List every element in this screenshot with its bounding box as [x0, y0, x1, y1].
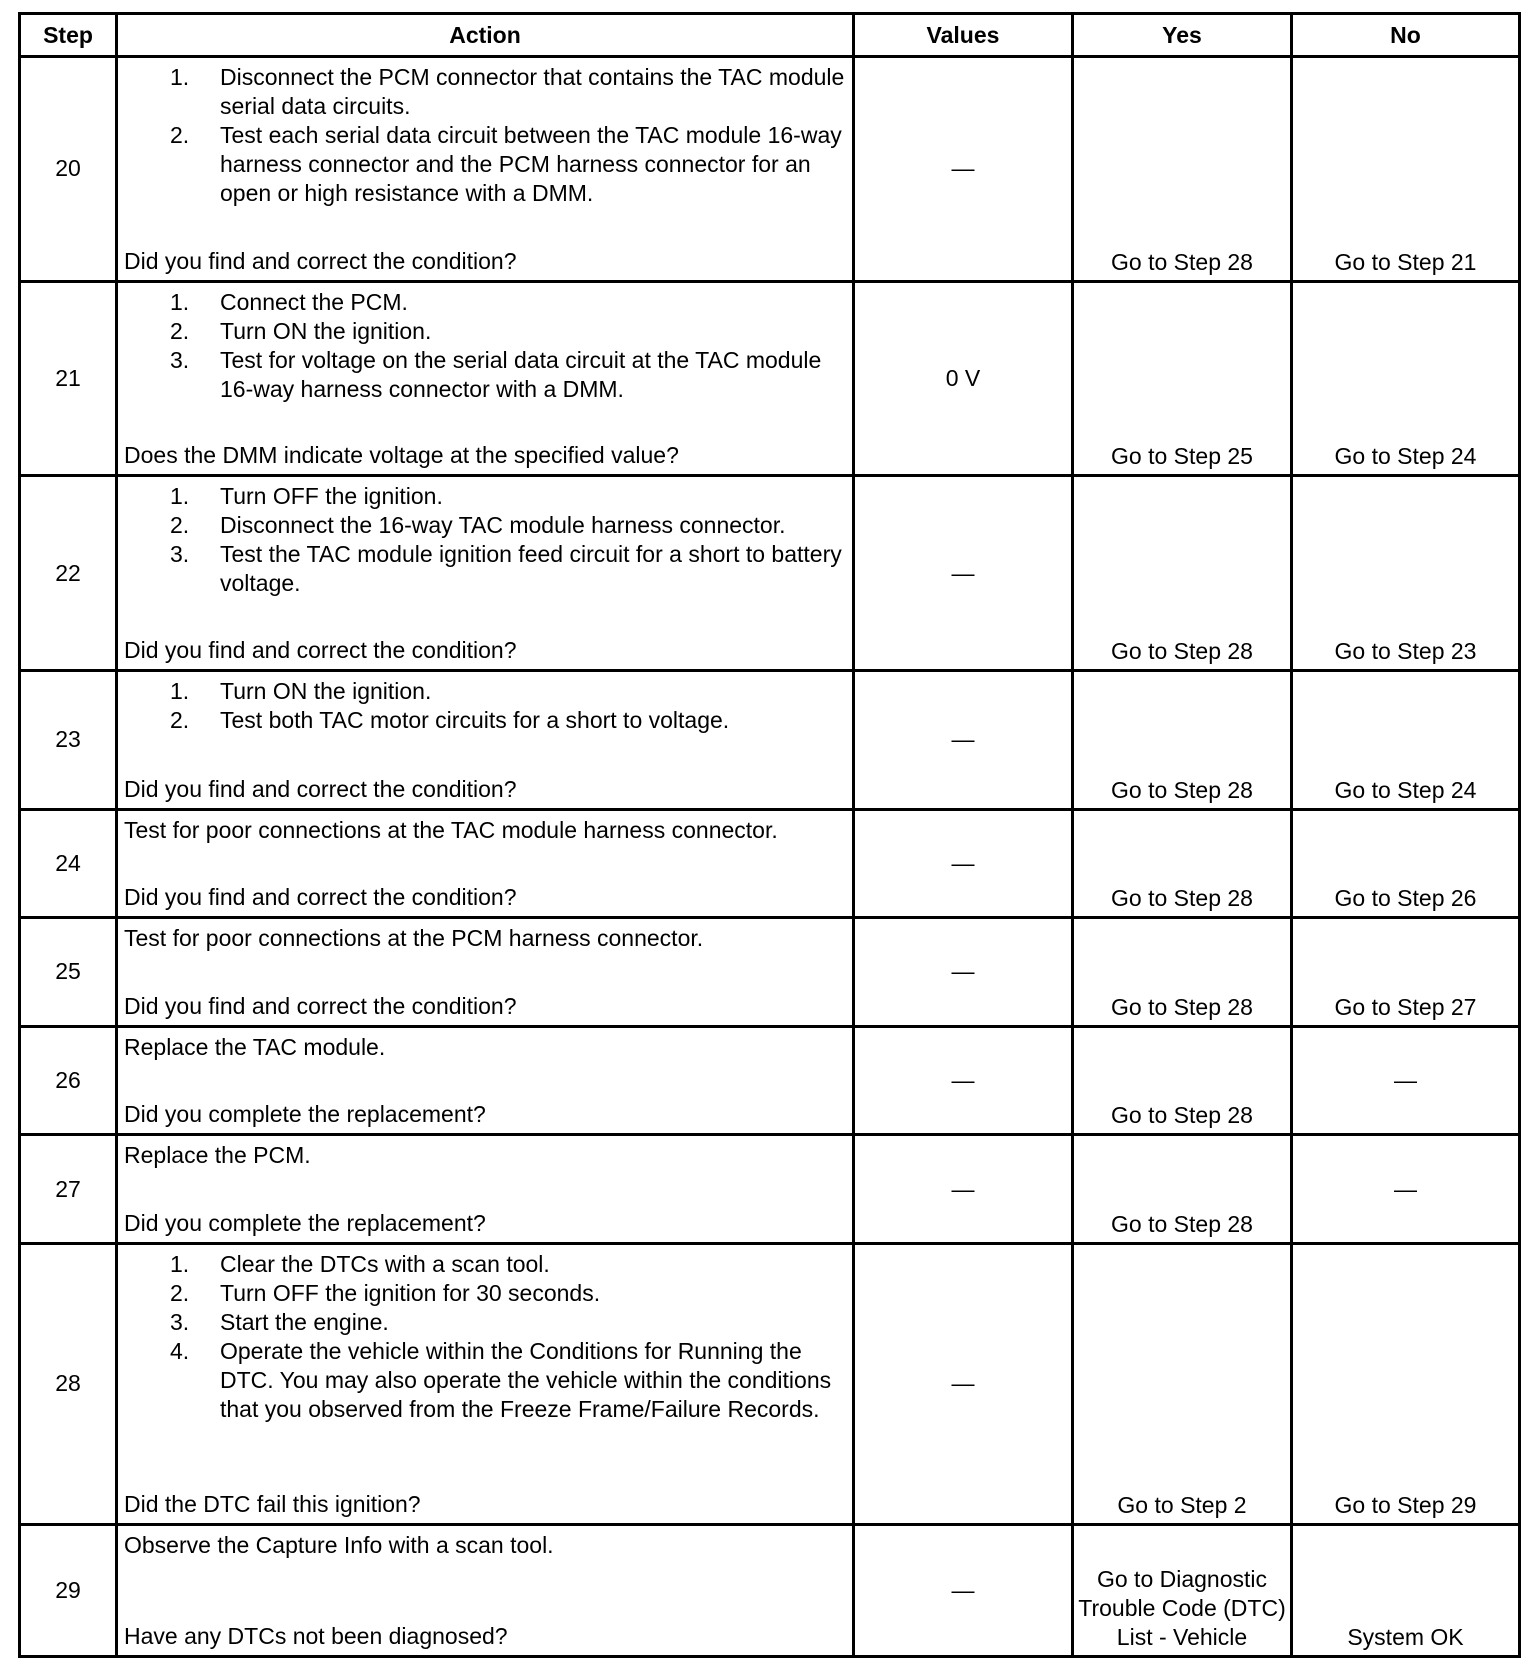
instruction-text: Test for voltage on the serial data circuit at the TAC module 16-way harness connector with a DMM.: [220, 346, 822, 402]
instruction-text: Disconnect the PCM connector that contains the TAC module serial data circuits.: [220, 64, 845, 119]
action-question: Did you find and correct the condition?: [124, 247, 517, 274]
action-content: [118, 1136, 852, 1242]
instruction-number: 2.: [170, 317, 190, 344]
value-cell: —: [854, 918, 1073, 1027]
instruction-text: Start the engine.: [220, 1308, 389, 1335]
table-row: [20, 281, 1520, 476]
instruction-item: [170, 511, 846, 540]
instruction-list: [124, 288, 846, 404]
instruction-item: [170, 317, 846, 346]
table-row: [20, 57, 1520, 282]
instruction-item: [170, 1279, 846, 1308]
step-number: 21: [20, 281, 117, 476]
action-instructions: [124, 63, 846, 208]
action-instructions: [124, 1033, 846, 1062]
instruction-text: Turn OFF the ignition.: [220, 483, 443, 510]
action-content: [118, 1245, 852, 1523]
instruction-item: [170, 677, 846, 706]
action-question: Did you find and correct the condition?: [124, 637, 517, 664]
no-cell: Go to Step 21: [1292, 57, 1520, 282]
action-instructions: [124, 816, 846, 845]
action-instructions: [124, 677, 846, 735]
action-cell: [117, 918, 854, 1027]
instruction-text: Disconnect the 16-way TAC module harness connector.: [220, 512, 786, 539]
action-question: Did you complete the replacement?: [124, 1101, 486, 1128]
action-cell: [117, 809, 854, 918]
action-cell: [117, 1135, 854, 1244]
no-cell: Go to Step 24: [1292, 671, 1520, 809]
instruction-item: [170, 706, 846, 735]
value-cell: —: [854, 809, 1073, 918]
action-cell: [117, 1243, 854, 1524]
value-cell: —: [854, 1135, 1073, 1244]
instruction-text: Test each serial data circuit between the TAC module 16-way harness connector and the PCM harness connector for an open or high resistance with a DMM.: [220, 122, 842, 206]
no-cell: System OK: [1292, 1524, 1520, 1656]
value-cell: —: [854, 1524, 1073, 1656]
instruction-text: Test the TAC module ignition feed circuit for a short to battery voltage.: [220, 541, 842, 597]
action-instructions: [124, 1250, 846, 1424]
header-row: [20, 14, 1520, 57]
instruction-item: [170, 63, 846, 121]
action-instructions: [124, 924, 846, 953]
action-cell: [117, 671, 854, 809]
value-cell: —: [854, 476, 1073, 671]
table-row: [20, 476, 1520, 671]
instruction-list: [124, 63, 846, 208]
instruction-number: 2.: [170, 1279, 190, 1306]
action-text: Observe the Capture Info with a scan tool.: [124, 1531, 554, 1558]
yes-cell: Go to Step 28: [1073, 1026, 1292, 1135]
action-question: Did you find and correct the condition?: [124, 884, 517, 911]
instruction-text: Connect the PCM.: [220, 288, 408, 315]
value-cell: —: [854, 1243, 1073, 1524]
action-content: [118, 919, 852, 1025]
yes-cell: Go to Step 25: [1073, 281, 1292, 476]
yes-cell: Go to Step 28: [1073, 476, 1292, 671]
no-cell: —: [1292, 1135, 1520, 1244]
action-question: Have any DTCs not been diagnosed?: [124, 1623, 508, 1649]
header-step: Step: [20, 14, 117, 57]
no-cell: Go to Step 26: [1292, 809, 1520, 918]
action-question: Did you find and correct the condition?: [124, 775, 517, 802]
step-number: 26: [20, 1026, 117, 1135]
step-number: 29: [20, 1524, 117, 1656]
yes-cell: Go to Step 28: [1073, 809, 1292, 918]
action-cell: [117, 476, 854, 671]
instruction-number: 2.: [170, 707, 190, 734]
action-content: [118, 58, 852, 280]
instruction-number: 1.: [170, 678, 190, 705]
instruction-list: [124, 482, 846, 598]
action-text: Replace the PCM.: [124, 1142, 311, 1169]
table-row: [20, 671, 1520, 809]
action-question: Did you complete the replacement?: [124, 1209, 486, 1236]
table-row: [20, 1026, 1520, 1135]
value-cell: —: [854, 57, 1073, 282]
instruction-number: 2.: [170, 122, 190, 148]
yes-cell: Go to Step 28: [1073, 1135, 1292, 1244]
instruction-list: [124, 677, 846, 735]
action-content: [118, 283, 852, 475]
no-cell: Go to Step 23: [1292, 476, 1520, 671]
table-row: [20, 1524, 1520, 1656]
action-cell: [117, 57, 854, 282]
instruction-item: [170, 482, 846, 511]
step-number: 24: [20, 809, 117, 918]
instruction-item: [170, 1337, 846, 1424]
action-text: Test for poor connections at the TAC module harness connector.: [124, 816, 778, 843]
diagnostic-table: [18, 12, 1521, 1658]
action-content: [118, 1526, 852, 1655]
table-row: [20, 809, 1520, 918]
step-number: 22: [20, 476, 117, 671]
instruction-item: [170, 288, 846, 317]
instruction-text: Turn ON the ignition.: [220, 678, 432, 705]
instruction-text: Operate the vehicle within the Conditions for Running the DTC. You may also operate the vehicle within the conditions that you observed from the Freeze Frame/Failure Records.: [220, 1337, 832, 1422]
action-question: Did you find and correct the condition?: [124, 992, 517, 1019]
value-cell: —: [854, 671, 1073, 809]
step-number: 23: [20, 671, 117, 809]
header-yes: Yes: [1073, 14, 1292, 57]
no-cell: —: [1292, 1026, 1520, 1135]
step-number: 27: [20, 1135, 117, 1244]
value-cell: 0 V: [854, 281, 1073, 476]
instruction-text: Test both TAC motor circuits for a short to voltage.: [220, 707, 730, 734]
instruction-number: 1.: [170, 1250, 190, 1277]
instruction-item: [170, 121, 846, 208]
step-number: 25: [20, 918, 117, 1027]
header-no: No: [1292, 14, 1520, 57]
instruction-text: Turn ON the ignition.: [220, 317, 432, 344]
no-cell: Go to Step 27: [1292, 918, 1520, 1027]
header-action: Action: [117, 14, 854, 57]
action-text: Test for poor connections at the PCM harness connector.: [124, 925, 704, 952]
header-values: Values: [854, 14, 1073, 57]
table-row: [20, 918, 1520, 1027]
action-text: Replace the TAC module.: [124, 1033, 386, 1060]
action-instructions: [124, 1141, 846, 1170]
yes-cell: Go to Step 28: [1073, 918, 1292, 1027]
instruction-number: 4.: [170, 1337, 190, 1364]
instruction-number: 1.: [170, 288, 190, 315]
instruction-item: [170, 540, 846, 598]
instruction-number: 3.: [170, 541, 190, 568]
instruction-text: Clear the DTCs with a scan tool.: [220, 1250, 550, 1277]
instruction-text: Turn OFF the ignition for 30 seconds.: [220, 1279, 601, 1306]
instruction-number: 2.: [170, 512, 190, 539]
step-number: 20: [20, 57, 117, 282]
table-row: [20, 1243, 1520, 1524]
action-question: Did the DTC fail this ignition?: [124, 1490, 421, 1517]
step-number: 28: [20, 1243, 117, 1524]
yes-cell: Go to Step 2: [1073, 1243, 1292, 1524]
value-cell: —: [854, 1026, 1073, 1135]
instruction-number: 1.: [170, 64, 190, 90]
action-instructions: [124, 482, 846, 598]
yes-cell: Go to Step 28: [1073, 57, 1292, 282]
instruction-number: 1.: [170, 483, 190, 510]
instruction-item: [170, 1250, 846, 1279]
instruction-list: [124, 1250, 846, 1424]
action-question: Does the DMM indicate voltage at the specified value?: [124, 442, 679, 469]
action-instructions: [124, 288, 846, 404]
action-content: [118, 477, 852, 669]
instruction-number: 3.: [170, 346, 190, 373]
action-cell: [117, 281, 854, 476]
no-cell: Go to Step 29: [1292, 1243, 1520, 1524]
action-content: [118, 672, 852, 807]
no-cell: Go to Step 24: [1292, 281, 1520, 476]
instruction-number: 3.: [170, 1308, 190, 1335]
action-cell: [117, 1524, 854, 1656]
action-content: [118, 1028, 852, 1134]
instruction-item: [170, 346, 846, 404]
yes-cell: Go to Step 28: [1073, 671, 1292, 809]
action-content: [118, 811, 852, 917]
action-cell: [117, 1026, 854, 1135]
action-instructions: [124, 1531, 846, 1560]
table-row: [20, 1135, 1520, 1244]
instruction-item: [170, 1308, 846, 1337]
yes-cell: Go to Diagnostic Trouble Code (DTC) List - Vehicle: [1073, 1524, 1292, 1656]
